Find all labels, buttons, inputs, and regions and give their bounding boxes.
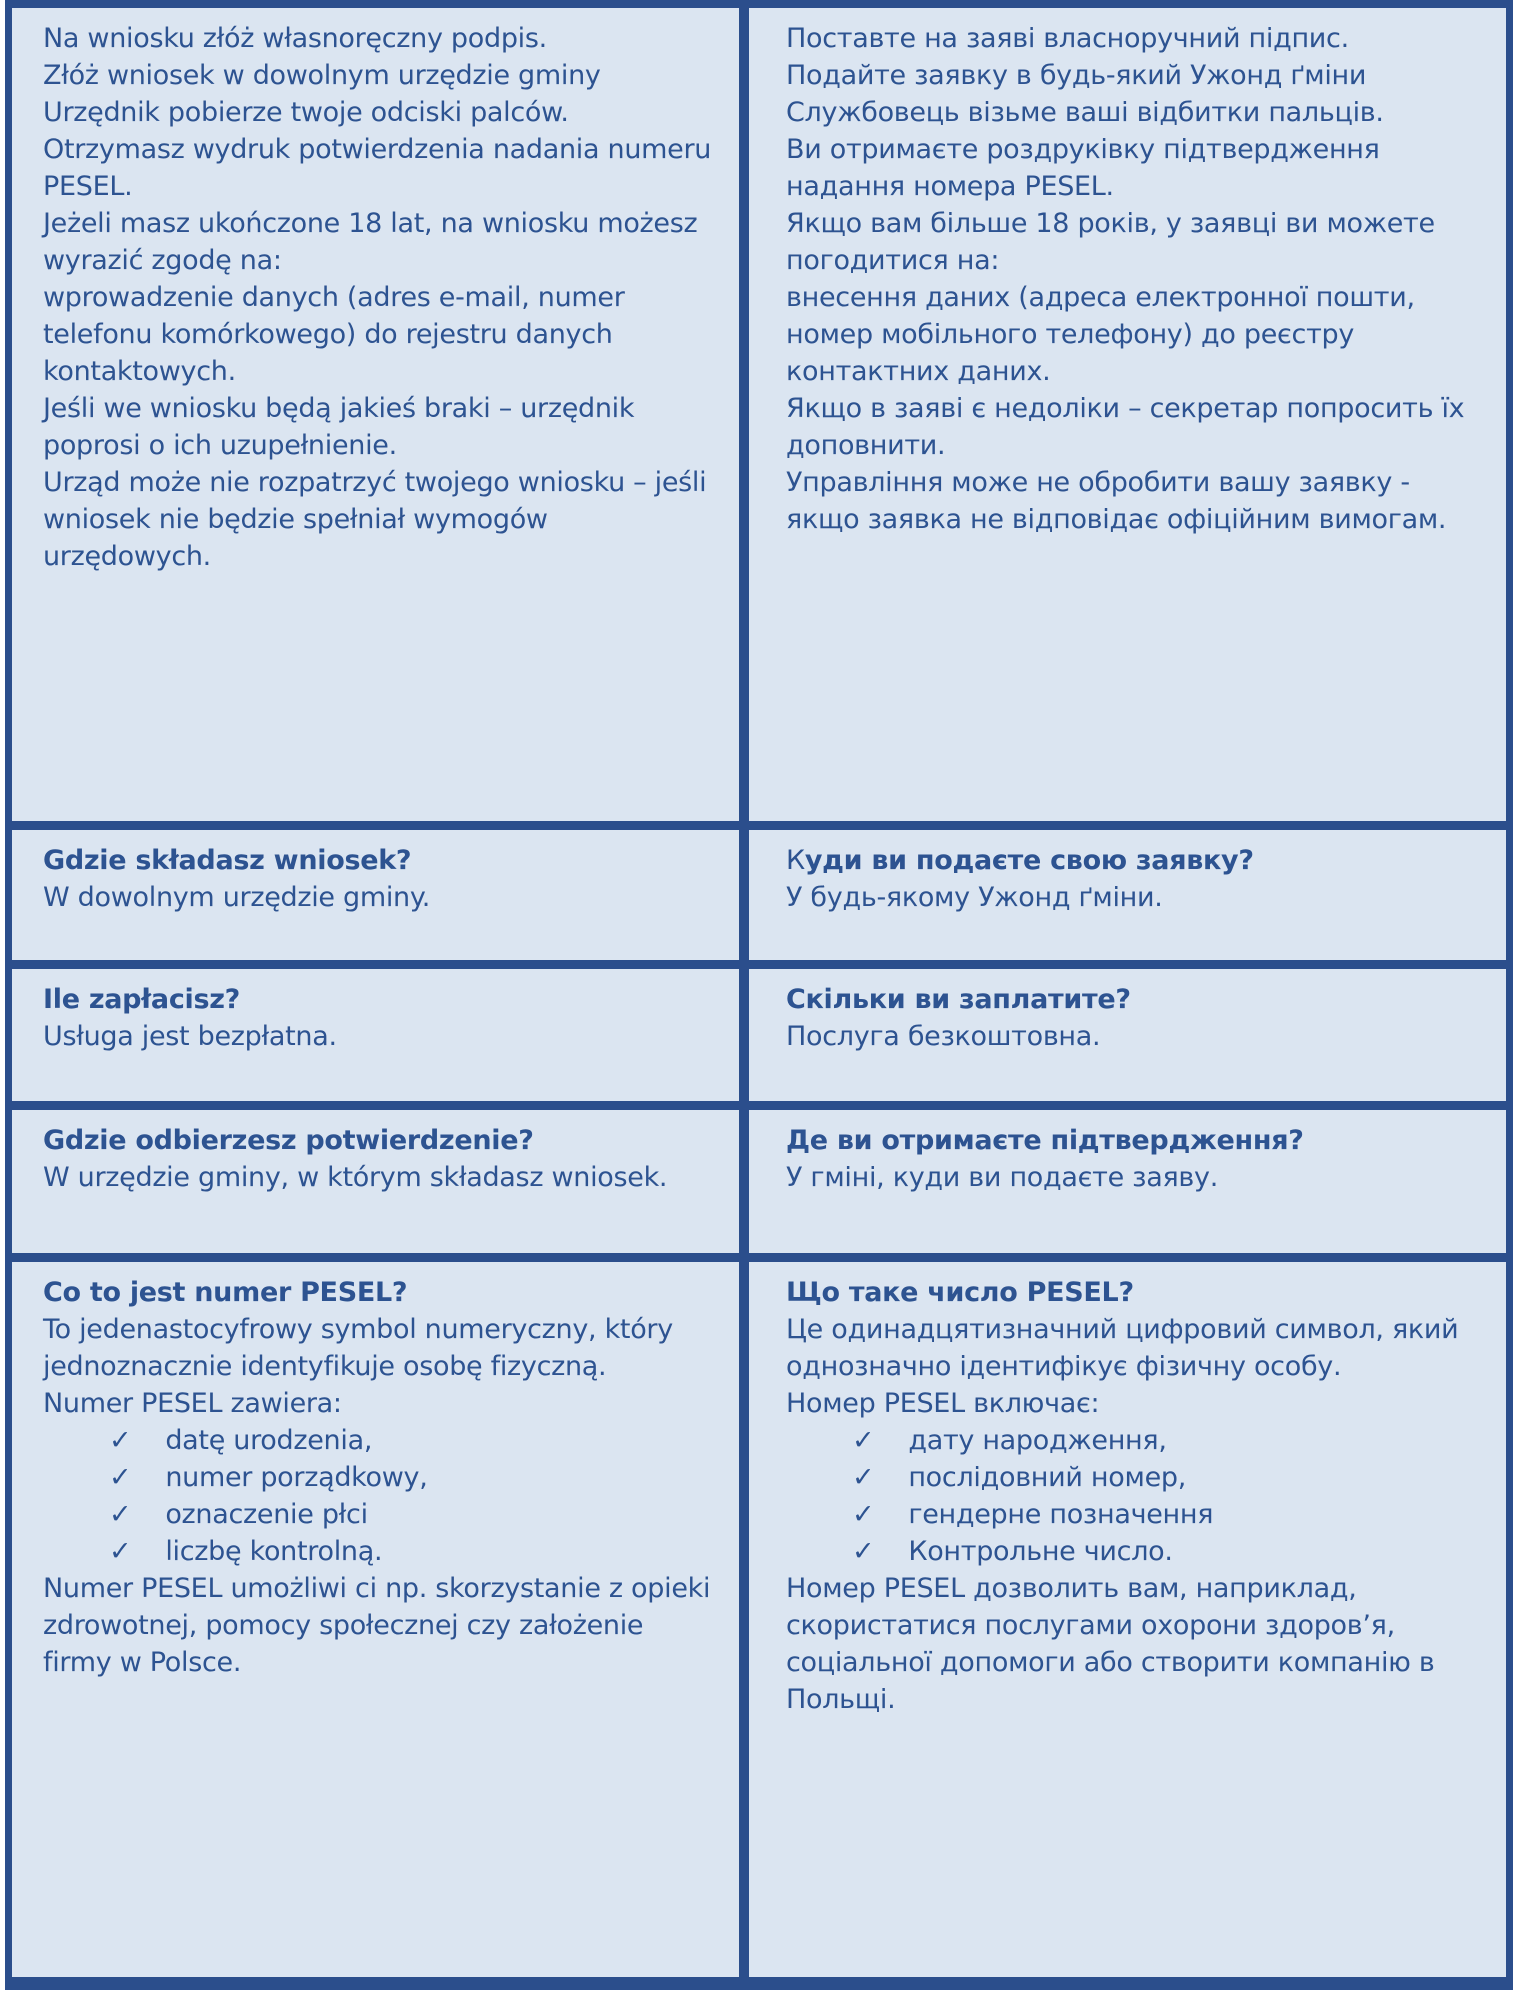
- list-item-text: datę urodzenia,: [165, 1425, 373, 1456]
- list-item-text: oznaczenie płci: [165, 1499, 368, 1530]
- paragraph: У будь-якому Ужонд ґміни.: [786, 882, 1163, 913]
- bilingual-table: [5, 0, 1513, 1990]
- paragraph: Urzędnik pobierze twoje odciski palców.: [43, 97, 569, 128]
- check-icon: ✓: [852, 1425, 875, 1456]
- paragraph: wprowadzenie danych (adres e-mail, numer telefonu komórkowego) do rejestru danych kontaktowych.: [43, 282, 625, 387]
- list-label: Номер PESEL включає:: [786, 1388, 1100, 1419]
- paragraph: Usługa jest bezpłatna.: [43, 1021, 337, 1052]
- cell-steps-polish: [12, 8, 739, 821]
- list-item: [852, 1533, 1480, 1570]
- list-label: Numer PESEL zawiera:: [43, 1388, 342, 1419]
- section-heading: Скільки ви заплатите?: [786, 984, 1131, 1015]
- check-icon: ✓: [109, 1499, 132, 1530]
- cell-steps-ukrainian: [749, 8, 1506, 821]
- paragraph: Поставте на заяві власноручний підпис.: [786, 23, 1349, 54]
- paragraph: Номер PESEL дозволить вам, наприклад, скористатися послугами охорони здоров’я, соціальної допомоги або створити компанію в Польщі.: [786, 1573, 1435, 1715]
- paragraph: Послуга безкоштовна.: [786, 1021, 1101, 1052]
- paragraph: Jeżeli masz ukończone 18 lat, na wniosku możesz wyrazić zgodę na:: [43, 208, 698, 276]
- check-icon: ✓: [109, 1462, 132, 1493]
- paragraph: Якщо вам більше 18 років, у заявці ви можете погодитися на:: [786, 208, 1435, 276]
- paragraph: внесення даних (адреса електронної пошти, номер мобільного телефону) до реєстру контактних даних.: [786, 282, 1415, 387]
- paragraph: To jedenastocyfrowy symbol numeryczny, który jednoznacznie identyfikuje osobę fizyczną.: [43, 1314, 673, 1382]
- paragraph: W dowolnym urzędzie gminy.: [43, 882, 430, 913]
- list-item: [852, 1496, 1480, 1533]
- check-icon: ✓: [852, 1499, 875, 1530]
- paragraph: Подайте заявку в будь-який Ужонд ґміни: [786, 60, 1367, 91]
- heading-bold: уди ви подаєте свою заявку?: [804, 845, 1254, 876]
- paragraph: Numer PESEL umożliwi ci np. skorzystanie z opieki zdrowotnej, pomocy społecznej czy założenie firmy w Polsce.: [43, 1573, 711, 1678]
- list-item-text: дату народження,: [908, 1425, 1167, 1456]
- paragraph: Jeśli we wniosku będą jakieś braki – urzędnik poprosi o ich uzupełnienie.: [43, 393, 635, 461]
- section-heading: Що таке число PESEL?: [786, 1277, 1134, 1308]
- list-item: [852, 1422, 1480, 1459]
- cell-what-is-pesel-ukrainian: [749, 1262, 1506, 1977]
- check-icon: ✓: [109, 1425, 132, 1456]
- section-heading: Gdzie odbierzesz potwierdzenie?: [43, 1125, 534, 1156]
- check-icon: ✓: [852, 1536, 875, 1567]
- list-item-text: послідовний номер,: [908, 1462, 1187, 1493]
- paragraph: Ви отримаєте роздруківку підтвердження надання номера PESEL.: [786, 134, 1380, 202]
- paragraph: У гміні, куди ви подаєте заяву.: [786, 1162, 1218, 1193]
- list-item-text: Контрольне число.: [908, 1536, 1173, 1567]
- paragraph: Якщо в заяві є недоліки – секретар попросить їх доповнити.: [786, 393, 1465, 461]
- cell-cost-ukrainian: [749, 969, 1506, 1101]
- paragraph: Otrzymasz wydruk potwierdzenia nadania numeru PESEL.: [43, 134, 712, 202]
- paragraph: Службовець візьме ваші відбитки пальців.: [786, 97, 1384, 128]
- list-item: [852, 1459, 1480, 1496]
- paragraph: Na wniosku złóż własnoręczny podpis.: [43, 23, 547, 54]
- list-item: [109, 1496, 713, 1533]
- paragraph: Urząd może nie rozpatrzyć twojego wniosku – jeśli wniosek nie będzie spełniał wymogów urzędowych.: [43, 467, 707, 572]
- list-item-text: numer porządkowy,: [165, 1462, 428, 1493]
- section-heading: Gdzie składasz wniosek?: [43, 845, 412, 876]
- list-item: [109, 1459, 713, 1496]
- list-item: [109, 1533, 713, 1570]
- section-heading: Де ви отримаєте підтвердження?: [786, 1125, 1304, 1156]
- check-icon: ✓: [109, 1536, 132, 1567]
- paragraph: Це одинадцятизначний цифровий символ, який однозначно ідентифікує фізичну особу.: [786, 1314, 1459, 1382]
- cell-confirmation-polish: [12, 1110, 739, 1253]
- section-heading: Ile zapłacisz?: [43, 984, 241, 1015]
- cell-where-submit-ukrainian: [749, 830, 1506, 960]
- list-item-text: гендерне позначення: [908, 1499, 1214, 1530]
- cell-cost-polish: [12, 969, 739, 1101]
- list-item-text: liczbę kontrolną.: [165, 1536, 383, 1567]
- section-heading: [786, 842, 1480, 879]
- table-grid: [12, 8, 1506, 1977]
- heading-prefix: К: [786, 845, 805, 876]
- section-heading: Co to jest numer PESEL?: [43, 1277, 408, 1308]
- list-item: [109, 1422, 713, 1459]
- paragraph: W urzędzie gminy, w którym składasz wniosek.: [43, 1162, 668, 1193]
- cell-confirmation-ukrainian: [749, 1110, 1506, 1253]
- cell-what-is-pesel-polish: [12, 1262, 739, 1977]
- cell-where-submit-polish: [12, 830, 739, 960]
- paragraph: Управління може не обробити вашу заявку - якщо заявка не відповідає офіційним вимогам.: [786, 467, 1447, 535]
- check-icon: ✓: [852, 1462, 875, 1493]
- paragraph: Złóż wniosek w dowolnym urzędzie gminy: [43, 60, 601, 91]
